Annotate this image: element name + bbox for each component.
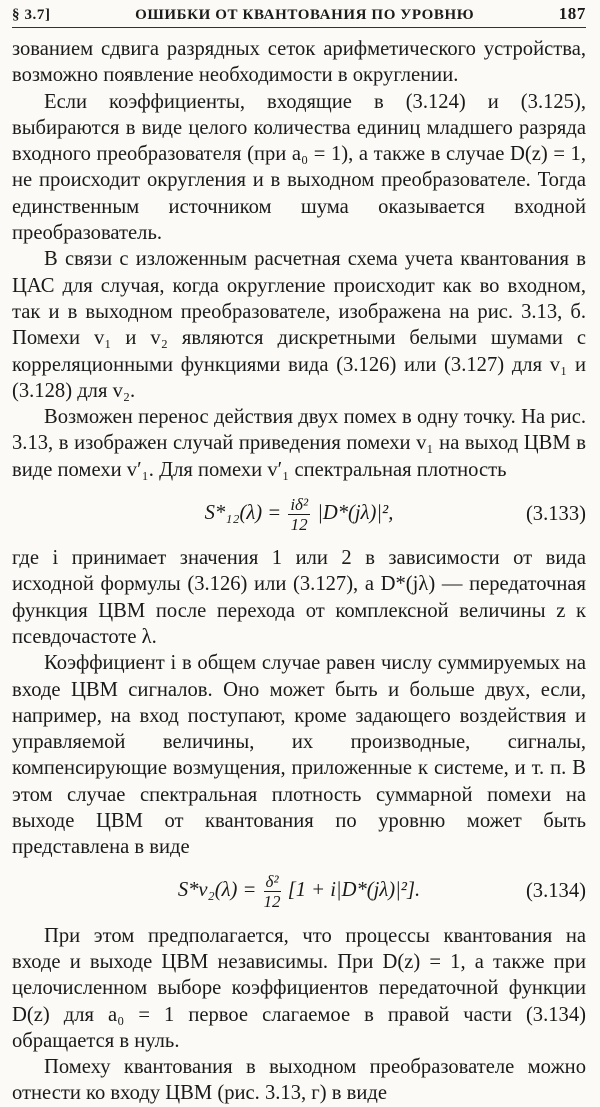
- paragraph-8: Помеху квантования в выходном преобразователе можно отнести ко входу ЦВМ (рис. 3.13, г) в виде: [12, 1056, 586, 1105]
- paragraph-6: Коэффициент i в общем случае равен числу суммируемых на входе ЦВМ сигналов. Оно может быть и больше двух, если, например, на вход поступают, кроме задающего воздействия и управляемой величины, их производные, сигналы, компенсирующие возмущения, приложенные к системе, и т. п. В этом случае спектральная плотность суммарной помехи на выходе ЦВМ от квантования по уровню может быть представлена в виде: [12, 652, 586, 859]
- formula-3-133-numerator: iδ²: [290, 494, 309, 514]
- paragraph-5: где i принимает значения 1 или 2 в зависимости от вида исходной формулы (3.126) или (3.127), а D*(jλ) — передаточная функция ЦВМ после перехода от комплексной величины z к псевдочастоте λ.: [12, 547, 586, 648]
- formula-3-134-fraction: [264, 872, 281, 911]
- paragraph-1: зованием сдвига разрядных сеток арифметического устройства, возможно появление необходимости в округлении.: [12, 38, 586, 87]
- paragraph-3: В связи с изложенным расчетная схема учета квантования в ЦАС для случая, когда округление происходит как во входном, так и в выходном преобразователе, изображена на рис. 3.13, б. Помехи v₁ и v₂ являются дискретными белыми шумами с корреляционными функциями вида (3.126) или (3.127) для v₁ и (3.128) для v₂.: [12, 248, 586, 402]
- equation-number-3-133: (3.133): [525, 502, 586, 525]
- formula-3-134-rhs: [1 + i|D*(jλ)|²].: [287, 879, 421, 902]
- section-mark: § 3.7]: [12, 7, 51, 23]
- formula-3-133-rhs: |D*(jλ)|²,: [317, 501, 394, 524]
- paragraph-4: Возможен перенос действия двух помех в одну точку. На рис. 3.13, в изображен случай приведения помехи v₁ на выход ЦВМ в виде помехи v′₁. Для помехи v′₁ спектральная плотность: [12, 406, 586, 481]
- page-number: 187: [558, 4, 586, 23]
- formula-3-134-lhs: S*v₂(λ) =: [177, 879, 257, 902]
- formula-3-134-numerator: δ²: [265, 872, 279, 892]
- formula-3-133: [12, 485, 586, 543]
- formula-3-133-lhs: S*₁₂(λ) =: [204, 501, 282, 524]
- formula-3-133-denominator: 12: [290, 514, 308, 534]
- formula-3-134-denominator: 12: [263, 892, 281, 912]
- formula-3-134: [12, 863, 586, 921]
- chapter-title: ОШИБКИ ОТ КВАНТОВАНИЯ ПО УРОВНЮ: [135, 7, 475, 23]
- formula-3-133-fraction: [288, 495, 310, 534]
- running-head: [12, 4, 586, 28]
- paragraph-2: Если коэффициенты, входящие в (3.124) и (3.125), выбираются в виде целого количества единиц младшего разряда входного преобразователя (при a₀ = 1), а также в случае D(z) = 1, не происходит округления и в выходном преобразователе. Тогда единственным источником шума оказывается входной преобразователь.: [12, 90, 586, 245]
- paragraph-7: При этом предполагается, что процессы квантования на входе и выходе ЦВМ независимы. При D(z) = 1, а также при целочисленном выборе коэффициентов передаточной функции D(z) для a₀ = 1 первое слагаемое в правой части (3.134) обращается в нуль.: [12, 924, 586, 1052]
- formula-3-133-expression: [12, 495, 526, 534]
- equation-number-3-134: (3.134): [525, 880, 586, 903]
- page-body: [12, 36, 586, 1107]
- formula-3-134-expression: [12, 872, 526, 911]
